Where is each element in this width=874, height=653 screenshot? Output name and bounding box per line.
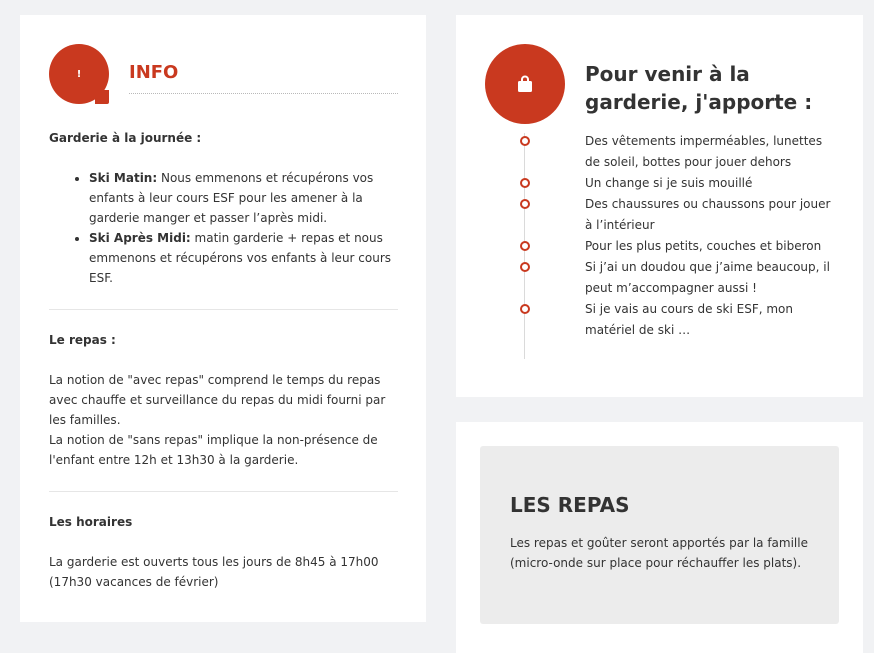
item-text: Si j’ai un doudou que j’aime beaucoup, il peut m’accompagner aussi ! [585,260,830,295]
apporte-card [456,15,863,397]
list-item [585,194,835,236]
info-badge [49,44,109,104]
item-text: Un change si je suis mouillé [585,176,753,190]
bullet-text: matin garderie + repas et nous emmenons et récupérons vos enfants à leur cours ESF. [89,231,392,285]
list-item [585,299,835,341]
apporte-list [585,131,835,341]
bullet-label: Ski Matin: [89,171,158,185]
bullet-text: Nous emmenons et récupérons vos enfants à leur cours ESF pour les amener à la garderie manger et passer l’après midi. [89,171,374,225]
info-card [20,15,426,622]
les-repas-text: Les repas et goûter seront apportés par la famille (micro-onde sur place pour réchauffer les plats). [510,536,808,570]
info-content [49,128,398,592]
info-title: INFO [129,61,398,94]
bullet-label: Ski Après Midi: [89,231,191,245]
timeline-dot [520,304,530,314]
item-text: Pour les plus petits, couches et biberon [585,239,822,253]
exclamation-icon: ! [76,68,82,80]
timeline-dot [520,136,530,146]
horaires-text: La garderie est ouverts tous les jours de 8h45 à 17h00 (17h30 vacances de février) [49,555,379,589]
bag-badge [485,44,565,124]
horaires-title: Les horaires [49,515,133,529]
les-repas-title: LES REPAS [510,493,630,517]
item-text: Des chaussures ou chaussons pour jouer à l’intérieur [585,197,831,232]
list-item [89,168,398,228]
list-item [585,257,835,299]
divider [49,309,398,310]
timeline-dot [520,241,530,251]
repas-title: Le repas : [49,333,116,347]
garderie-list [49,168,398,288]
item-text: Si je vais au cours de ski ESF, mon matériel de ski … [585,302,794,337]
list-item [585,173,835,194]
divider [49,491,398,492]
list-item [585,236,835,257]
bag-icon [516,75,534,93]
timeline-dot [520,199,530,209]
list-item [89,228,398,288]
les-repas-panel [480,446,839,624]
timeline-dot [520,262,530,272]
repas-paragraph-2: La notion de "sans repas" implique la non-présence de l'enfant entre 12h et 13h30 à la garderie. [49,433,378,467]
apporte-title: Pour venir à la garderie, j'apporte : [585,62,813,114]
item-text: Des vêtements imperméables, lunettes de soleil, bottes pour jouer dehors [585,134,823,169]
list-item [585,131,835,173]
repas-paragraph-1: La notion de "avec repas" comprend le temps du repas avec chauffe et surveillance du repas du midi fourni par les familles. [49,373,386,427]
timeline-dot [520,178,530,188]
les-repas-card [456,422,863,653]
garderie-title: Garderie à la journée : [49,131,202,145]
